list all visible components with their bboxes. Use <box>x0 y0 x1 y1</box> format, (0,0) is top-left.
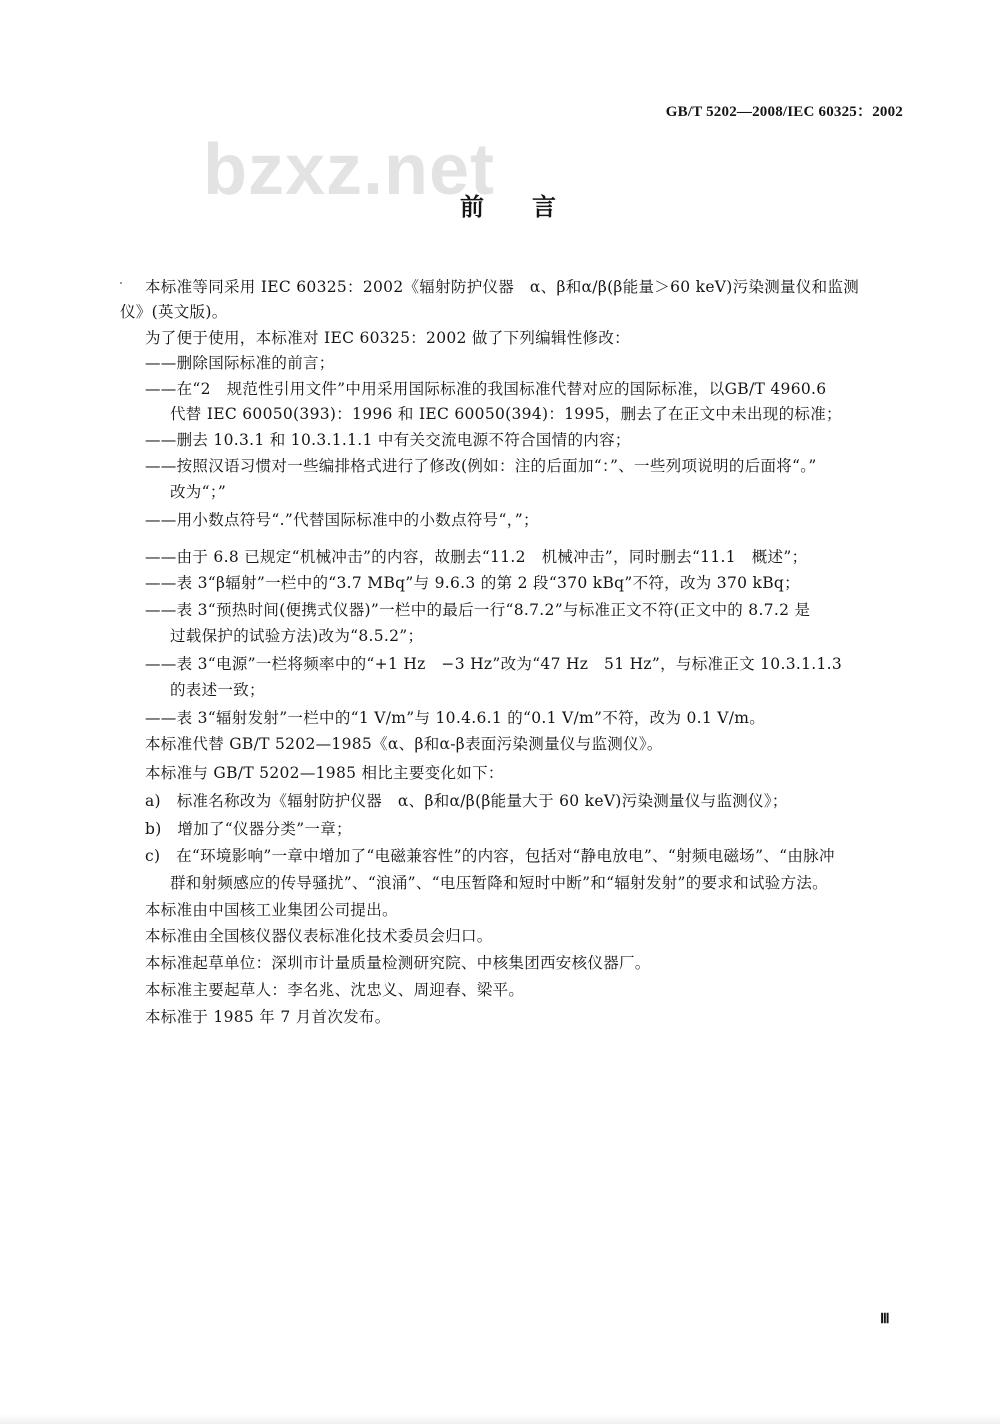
list-item: b) 增加了“仪器分类”一章； <box>145 820 352 838</box>
text-line: 本标准等同采用 IEC 60325：2002《辐射防护仪器 α、β和α/β(β能量＞60 keV)污染测量仪和监测 <box>145 278 860 296</box>
text-line: 本标准起草单位：深圳市计量质量检测研究院、中核集团西安核仪器厂。 <box>145 954 651 972</box>
page-number: Ⅲ <box>880 1312 890 1327</box>
text-line: 本标准主要起草人：李名兆、沈忠义、周迎春、梁平。 <box>145 981 525 999</box>
watermark-text: bzxz.net <box>203 130 496 210</box>
text-line: 本标准于 1985 年 7 月首次发布。 <box>145 1008 391 1026</box>
text-line: 本标准与 GB/T 5202—1985 相比主要变化如下： <box>145 764 504 782</box>
list-item: ——由于 6.8 已规定“机械冲击”的内容，故删去“11.2 机械冲击”，同时删去“11.1 概述”； <box>145 548 808 566</box>
list-item: c) 在“环境影响”一章中增加了“电磁兼容性”的内容，包括对“静电放电”、“射频电磁场”、“由脉冲 <box>145 847 835 865</box>
text-line: 代替 IEC 60050(393)：1996 和 IEC 60050(394)：1995，删去了在正文中未出现的标准； <box>170 405 842 423</box>
list-item: ——删去 10.3.1 和 10.3.1.1.1 中有关交流电源不符合国情的内容； <box>145 431 631 449</box>
text-line: 改为“；” <box>170 483 227 501</box>
list-item: ——表 3“β辐射”一栏中的“3.7 MBq”与 9.6.3 的第 2 段“370 kBq”不符，改为 370 kBq； <box>145 574 800 592</box>
standard-code-header: GB/T 5202—2008/IEC 60325：2002 <box>665 104 903 120</box>
list-item: ——表 3“电源”一栏将频率中的“+1 Hz −3 Hz”改为“47 Hz 51 Hz”，与标准正文 10.3.1.1.3 <box>145 655 843 673</box>
text-line: 本标准由全国核仪器仪表标准化技术委员会归口。 <box>145 927 493 945</box>
page-title: 前 言 <box>460 192 556 221</box>
list-item: ——按照汉语习惯对一些编排格式进行了修改(例如：注的后面加“：”、一些列项说明的后面将“。” <box>145 457 817 475</box>
text-line: 本标准由中国核工业集团公司提出。 <box>145 901 398 919</box>
list-item: ——用小数点符号“.”代替国际标准中的小数点符号“，”； <box>145 511 539 529</box>
list-item: ——删除国际标准的前言； <box>145 354 335 372</box>
list-item: a) 标准名称改为《辐射防护仪器 α、β和α/β(β能量大于 60 keV)污染测量仪与监测仪》； <box>145 792 788 810</box>
text-line: 过载保护的试验方法)改为“8.5.2”； <box>170 627 424 645</box>
list-item: ——表 3“预热时间(便携式仪器)”一栏中的最后一行“8.7.2”与标准正文不符(正文中的 8.7.2 是 <box>145 601 811 619</box>
text-line: 仪》(英文版)。 <box>120 303 228 321</box>
scan-speck <box>120 282 122 284</box>
text-line: 群和射频感应的传导骚扰”、“浪涌”、“电压暂降和短时中断”和“辐射发射”的要求和试验方法。 <box>170 874 828 892</box>
text-line: 为了便于使用，本标准对 IEC 60325：2002 做了下列编辑性修改： <box>145 329 630 347</box>
list-item: ——表 3“辐射发射”一栏中的“1 V/m”与 10.4.6.1 的“0.1 V/m”不符，改为 0.1 V/m。 <box>145 709 766 727</box>
text-line: 本标准代替 GB/T 5202—1985《α、β和α-β表面污染测量仪与监测仪》。 <box>145 735 663 753</box>
text-line: 的表述一致； <box>170 681 265 699</box>
list-item: ——在“2 规范性引用文件”中用采用国际标准的我国标准代替对应的国际标准，以GB/T 4960.6 <box>145 380 827 398</box>
